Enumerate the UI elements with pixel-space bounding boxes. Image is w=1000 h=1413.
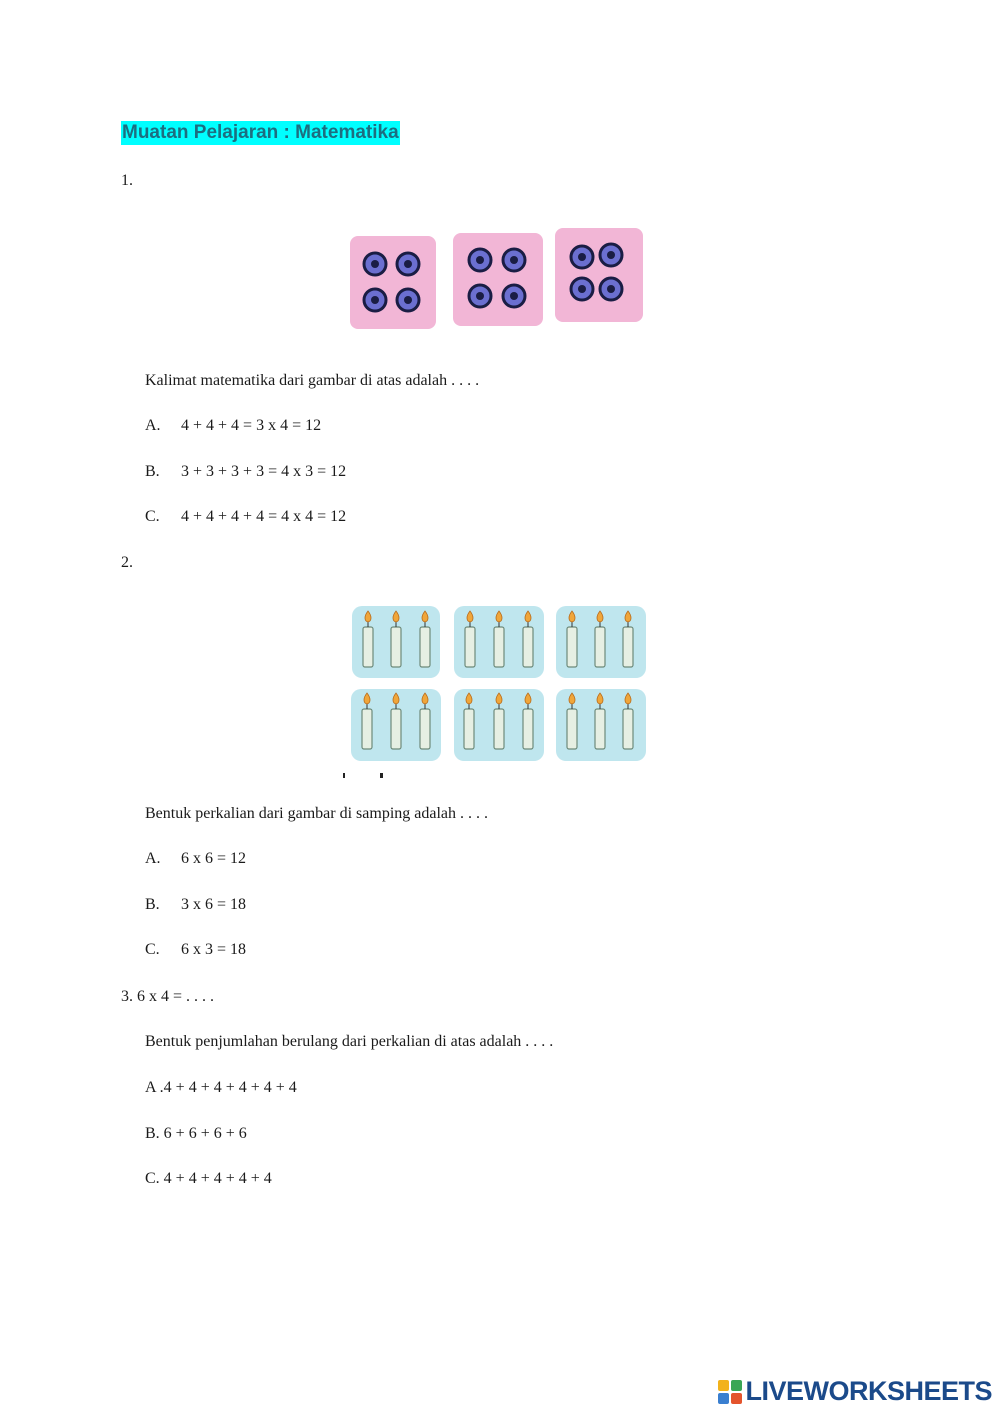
- question-3-option-b[interactable]: B. 6 + 6 + 6 + 6: [145, 1125, 247, 1142]
- option-letter: A.: [145, 417, 161, 434]
- question-1-prompt: Kalimat matematika dari gambar di atas adalah . . . .: [145, 372, 480, 389]
- page-title: Muatan Pelajaran : Matematika: [122, 122, 399, 143]
- option-text: 4 + 4 + 4 = 3 x 4 = 12: [181, 417, 322, 434]
- candle-group-2: [454, 606, 544, 678]
- question-1-option-c[interactable]: [145, 507, 346, 527]
- button-group-1: [350, 236, 436, 329]
- candle-group-5: [454, 689, 544, 761]
- option-text: 6 x 6 = 12: [181, 850, 247, 867]
- question-3-option-c[interactable]: C. 4 + 4 + 4 + 4 + 4: [145, 1170, 272, 1187]
- option-letter: B.: [145, 896, 160, 913]
- question-2-number: 2.: [121, 554, 133, 571]
- question-1-number: 1.: [121, 172, 133, 189]
- liveworksheets-logo: [718, 1376, 992, 1407]
- candle-group-4: [351, 689, 441, 761]
- question-1-option-b[interactable]: [145, 462, 346, 482]
- option-text: 6 x 3 = 18: [181, 941, 247, 958]
- option-letter: A.: [145, 850, 161, 867]
- candle-group-1: [352, 606, 440, 678]
- question-2-prompt: Bentuk perkalian dari gambar di samping adalah . . . .: [145, 805, 489, 822]
- question-2-option-a[interactable]: [145, 849, 246, 869]
- option-letter: C.: [145, 941, 160, 958]
- question-3-number: 3. 6 x 4 = . . . .: [121, 988, 215, 1005]
- candle-group-3: [556, 606, 646, 678]
- liveworksheets-logo-icon: [718, 1380, 742, 1404]
- option-letter: C.: [145, 508, 160, 525]
- liveworksheets-logo-text: LIVEWORKSHEETS: [745, 1376, 992, 1406]
- option-text: 4 + 4 + 4 + 4 = 4 x 4 = 12: [181, 508, 347, 525]
- question-1-image: [348, 226, 644, 332]
- question-2-option-b[interactable]: [145, 895, 246, 915]
- button-group-2: [453, 233, 543, 326]
- option-text: 3 + 3 + 3 + 3 = 4 x 3 = 12: [181, 463, 347, 480]
- question-3-option-a[interactable]: A .4 + 4 + 4 + 4 + 4 + 4: [145, 1079, 297, 1096]
- candle-group-6: [556, 689, 646, 761]
- question-2-image: [340, 603, 650, 781]
- option-letter: B.: [145, 463, 160, 480]
- option-text: 3 x 6 = 18: [181, 896, 247, 913]
- question-1-option-a[interactable]: [145, 416, 321, 436]
- question-3-prompt: Bentuk penjumlahan berulang dari perkalian di atas adalah . . . .: [145, 1033, 554, 1050]
- question-2-option-c[interactable]: [145, 940, 246, 960]
- button-group-3: [555, 228, 643, 322]
